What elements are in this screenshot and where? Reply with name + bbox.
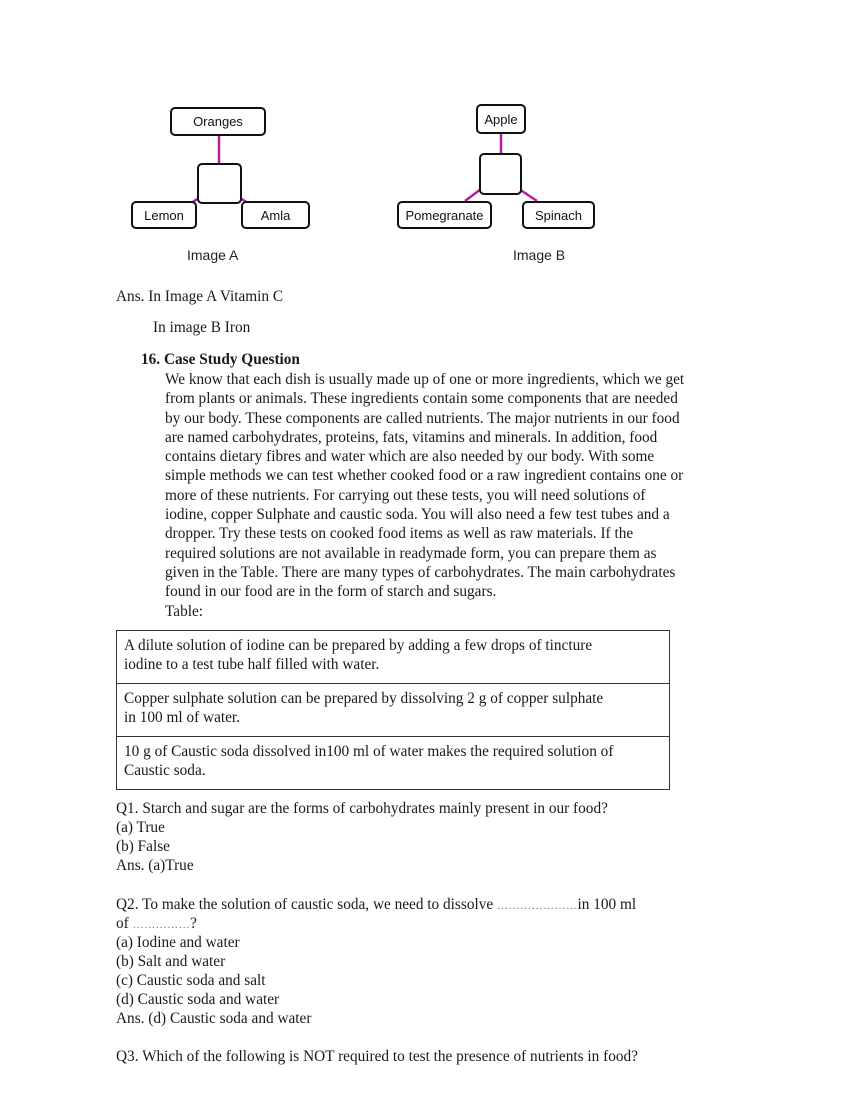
q2-part3: of [116, 915, 133, 932]
paragraph-line: We know that each dish is usually made up of one or more ingredients, which we get [165, 371, 685, 388]
node-spinach: Spinach [522, 201, 595, 229]
answer-image-a: Ans. In Image A Vitamin C [116, 288, 284, 305]
paragraph-line: are named carbohydrates, proteins, fats, vitamins and minerals. In addition, food [165, 428, 658, 446]
answer-image-b: In image B Iron [153, 319, 251, 336]
q2-answer: Ans. (d) Caustic soda and water [116, 1010, 312, 1027]
solutions-table [116, 630, 670, 790]
q3-text: Q3. Which of the following is NOT required to test the presence of nutrients in food? [116, 1048, 638, 1065]
q1-text: Q1. Starch and sugar are the forms of carbohydrates mainly present in our food? [116, 800, 608, 817]
table-cell [117, 684, 670, 737]
cell-line: Caustic soda. [124, 762, 206, 779]
paragraph-line: Table: [165, 602, 204, 620]
paragraph-line: from plants or animals. These ingredients contain some components that are needed [165, 390, 678, 408]
table-cell [117, 737, 670, 790]
paragraph-line: by our body. These components are called nutrients. The major nutrients in our food [165, 409, 680, 427]
paragraph-line: found in our food are in the form of starch and sugars. [165, 583, 497, 601]
q1-answer: Ans. (a)True [116, 857, 194, 874]
case-study-paragraph [165, 370, 745, 621]
node-amla: Amla [241, 201, 310, 229]
q2-option-c: (c) Caustic soda and salt [116, 972, 266, 989]
q2-part4: ? [190, 915, 197, 932]
node-center-a [197, 163, 242, 204]
paragraph-line: more of these nutrients. For carrying out these tests, you will need solutions of [165, 486, 646, 504]
cell-line: 10 g of Caustic soda dissolved in100 ml of water makes the required solution of [124, 743, 614, 760]
q2-option-d: (d) Caustic soda and water [116, 991, 280, 1008]
node-apple: Apple [476, 104, 526, 134]
cell-line: in 100 ml of water. [124, 709, 240, 726]
paragraph-line: simple methods we can test whether cooked food or a raw ingredient contains one or [165, 467, 684, 485]
cell-line: iodine to a test tube half filled with water. [124, 656, 380, 673]
q2-part1: Q2. To make the solution of caustic soda, we need to dissolve [116, 896, 497, 913]
table-row [117, 631, 670, 684]
caption-image-b: Image B [513, 247, 566, 263]
q2-option-a: (a) Iodine and water [116, 934, 240, 951]
node-center-b [479, 153, 522, 195]
cell-line: A dilute solution of iodine can be prepared by adding a few drops of tincture [124, 637, 593, 654]
table-row [117, 684, 670, 737]
paragraph-line: iodine, copper Sulphate and caustic soda. You will also need a few test tubes and a [165, 506, 670, 524]
table-cell [117, 631, 670, 684]
paragraph-line: required solutions are not available in readymade form, you can prepare them as [165, 544, 657, 562]
q1-option-a: (a) True [116, 819, 165, 836]
diagram-connectors [0, 0, 850, 300]
q2-part2: in 100 ml [577, 896, 637, 913]
paragraph-line: given in the Table. There are many types of carbohydrates. The main carbohydrates [165, 563, 676, 581]
q2-blank2: …………… [132, 919, 191, 931]
table-row [117, 737, 670, 790]
q2-option-b: (b) Salt and water [116, 953, 226, 970]
q1-option-b: (b) False [116, 838, 170, 855]
node-lemon: Lemon [131, 201, 197, 229]
paragraph-line: contains dietary fibres and water which are also needed by our body. With some [165, 448, 655, 466]
caption-image-a: Image A [187, 247, 239, 263]
cell-line: Copper sulphate solution can be prepared by dissolving 2 g of copper sulphate [124, 690, 604, 707]
q2-blank1: ………………… [497, 900, 578, 912]
case-study-heading: 16. Case Study Question [141, 351, 300, 368]
paragraph-line: dropper. Try these tests on cooked food items as well as raw materials. If the [165, 525, 634, 543]
node-oranges: Oranges [170, 107, 266, 136]
node-pomegranate: Pomegranate [397, 201, 492, 229]
